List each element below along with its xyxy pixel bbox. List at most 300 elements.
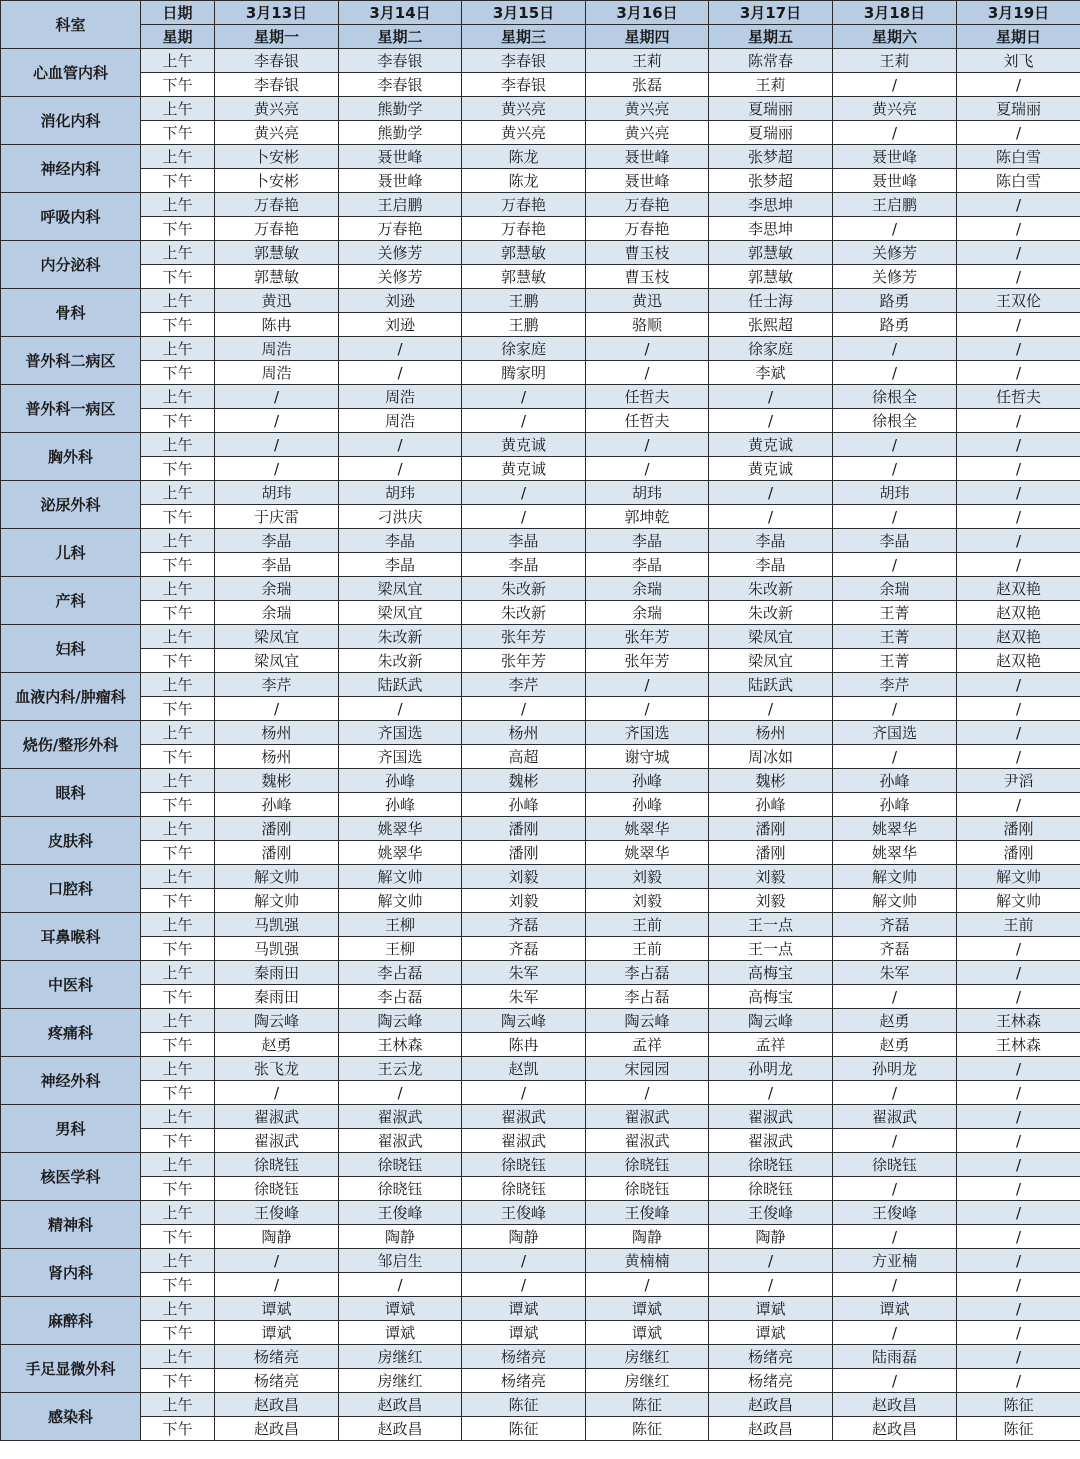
doctor-cell: 万春艳 (586, 217, 709, 241)
morning-row (1, 241, 1080, 265)
doctor-cell: 杨州 (215, 721, 339, 745)
doctor-cell: 秦雨田 (215, 961, 339, 985)
doctor-cell: / (586, 697, 709, 721)
doctor-cell: 解文帅 (833, 865, 957, 889)
doctor-cell: 周浩 (215, 361, 339, 385)
morning-row (1, 961, 1080, 985)
doctor-cell: 王启鹏 (339, 193, 462, 217)
doctor-cell: / (833, 121, 957, 145)
weekday-header: 星期日 (957, 25, 1080, 49)
period-label: 上午 (141, 1009, 215, 1033)
department-name: 男科 (1, 1105, 141, 1153)
doctor-cell: / (215, 1081, 339, 1105)
weekday-header: 星期四 (586, 25, 709, 49)
department-name: 心血管内科 (1, 49, 141, 97)
period-label: 下午 (141, 409, 215, 433)
doctor-cell: 解文帅 (957, 889, 1080, 913)
doctor-cell: / (215, 697, 339, 721)
afternoon-row (1, 1081, 1080, 1105)
afternoon-row (1, 1177, 1080, 1201)
doctor-cell: 房继红 (586, 1369, 709, 1393)
doctor-cell: 孟祥 (586, 1033, 709, 1057)
doctor-cell: 夏瑞丽 (709, 97, 833, 121)
doctor-cell: 曹玉枝 (586, 241, 709, 265)
doctor-cell: / (462, 1273, 586, 1297)
doctor-cell: / (833, 337, 957, 361)
doctor-cell: 朱改新 (339, 625, 462, 649)
doctor-cell: / (957, 265, 1080, 289)
afternoon-row (1, 553, 1080, 577)
doctor-cell: 赵双艳 (957, 601, 1080, 625)
date-header: 3月14日 (339, 1, 462, 25)
doctor-cell: / (957, 1057, 1080, 1081)
doctor-cell: 黄迅 (215, 289, 339, 313)
doctor-cell: / (215, 385, 339, 409)
doctor-cell: 魏彬 (462, 769, 586, 793)
period-label: 下午 (141, 169, 215, 193)
period-label: 上午 (141, 673, 215, 697)
doctor-cell: 房继红 (339, 1369, 462, 1393)
morning-row (1, 337, 1080, 361)
doctor-cell: 郭慧敏 (709, 241, 833, 265)
doctor-cell: 黄克诚 (709, 457, 833, 481)
doctor-cell: 王菁 (833, 649, 957, 673)
doctor-cell: 赵政昌 (339, 1417, 462, 1441)
doctor-cell: 徐根全 (833, 385, 957, 409)
morning-row (1, 289, 1080, 313)
doctor-cell: 张年芳 (462, 649, 586, 673)
doctor-cell: / (833, 1225, 957, 1249)
doctor-cell: 房继红 (586, 1345, 709, 1369)
doctor-cell: 谢守城 (586, 745, 709, 769)
morning-row (1, 769, 1080, 793)
period-label: 下午 (141, 889, 215, 913)
morning-row (1, 145, 1080, 169)
doctor-cell: / (957, 457, 1080, 481)
period-label: 下午 (141, 1273, 215, 1297)
doctor-cell: 翟淑武 (215, 1105, 339, 1129)
doctor-cell: / (957, 217, 1080, 241)
weekday-header: 星期六 (833, 25, 957, 49)
doctor-cell: 翟淑武 (586, 1105, 709, 1129)
doctor-cell: 王启鹏 (833, 193, 957, 217)
doctor-cell: / (957, 505, 1080, 529)
afternoon-row (1, 841, 1080, 865)
doctor-cell: 王柳 (339, 913, 462, 937)
period-label: 下午 (141, 841, 215, 865)
doctor-cell: 黄克诚 (709, 433, 833, 457)
doctor-cell: 张熙超 (709, 313, 833, 337)
doctor-cell: 姚翠华 (833, 841, 957, 865)
doctor-cell: 陆跃武 (709, 673, 833, 697)
doctor-cell: / (215, 433, 339, 457)
doctor-cell: / (709, 505, 833, 529)
doctor-cell: 孙明龙 (833, 1057, 957, 1081)
doctor-cell: 齐磊 (462, 913, 586, 937)
period-label: 下午 (141, 1417, 215, 1441)
department-name: 核医学科 (1, 1153, 141, 1201)
doctor-cell: 郭慧敏 (462, 265, 586, 289)
doctor-cell: 卜安彬 (215, 145, 339, 169)
period-label: 下午 (141, 553, 215, 577)
doctor-cell: / (462, 505, 586, 529)
doctor-cell: 关修芳 (833, 241, 957, 265)
doctor-cell: 王林森 (957, 1033, 1080, 1057)
doctor-cell: / (833, 985, 957, 1009)
doctor-cell: 孟祥 (709, 1033, 833, 1057)
date-header: 3月16日 (586, 1, 709, 25)
doctor-cell: / (462, 409, 586, 433)
doctor-cell: 赵政昌 (339, 1393, 462, 1417)
department-name: 眼科 (1, 769, 141, 817)
doctor-cell: 孙峰 (833, 769, 957, 793)
department-name: 皮肤科 (1, 817, 141, 865)
doctor-cell: 聂世峰 (833, 169, 957, 193)
doctor-cell: 谭斌 (339, 1321, 462, 1345)
doctor-cell: / (957, 721, 1080, 745)
doctor-cell: 张年芳 (586, 649, 709, 673)
doctor-cell: / (957, 1369, 1080, 1393)
doctor-cell: / (957, 361, 1080, 385)
period-label: 下午 (141, 457, 215, 481)
doctor-cell: / (586, 1081, 709, 1105)
period-label: 上午 (141, 145, 215, 169)
doctor-cell: / (709, 481, 833, 505)
doctor-cell: 陈白雪 (957, 169, 1080, 193)
doctor-cell: 曹玉枝 (586, 265, 709, 289)
doctor-cell: 陈龙 (462, 169, 586, 193)
doctor-cell: 潘刚 (215, 817, 339, 841)
doctor-cell: 齐磊 (833, 937, 957, 961)
doctor-cell: 马凯强 (215, 913, 339, 937)
afternoon-row (1, 697, 1080, 721)
period-label: 上午 (141, 1201, 215, 1225)
period-label: 下午 (141, 601, 215, 625)
doctor-cell: 张飞龙 (215, 1057, 339, 1081)
doctor-cell: / (339, 1081, 462, 1105)
doctor-cell: 黄兴亮 (462, 121, 586, 145)
period-label: 下午 (141, 1177, 215, 1201)
doctor-cell: 翟淑武 (339, 1105, 462, 1129)
doctor-cell: 聂世峰 (586, 169, 709, 193)
morning-row (1, 1249, 1080, 1273)
doctor-cell: 谭斌 (215, 1297, 339, 1321)
doctor-cell: 王菁 (833, 625, 957, 649)
doctor-cell: / (339, 337, 462, 361)
doctor-cell: 王柳 (339, 937, 462, 961)
doctor-cell: 姚翠华 (833, 817, 957, 841)
doctor-cell: 魏彬 (709, 769, 833, 793)
department-name: 儿科 (1, 529, 141, 577)
doctor-cell: 徐晓钰 (339, 1177, 462, 1201)
doctor-cell: 杨绪亮 (462, 1369, 586, 1393)
doctor-cell: 王林森 (957, 1009, 1080, 1033)
doctor-cell: 朱改新 (339, 649, 462, 673)
doctor-cell: / (957, 985, 1080, 1009)
department-name: 感染科 (1, 1393, 141, 1441)
department-name: 中医科 (1, 961, 141, 1009)
department-name: 疼痛科 (1, 1009, 141, 1057)
afternoon-row (1, 217, 1080, 241)
doctor-cell: 郭慧敏 (462, 241, 586, 265)
period-label: 上午 (141, 817, 215, 841)
doctor-cell: / (709, 697, 833, 721)
doctor-cell: / (709, 1249, 833, 1273)
period-label: 下午 (141, 697, 215, 721)
doctor-cell: 刘逊 (339, 313, 462, 337)
doctor-cell: 李晶 (462, 529, 586, 553)
doctor-cell: 赵凯 (462, 1057, 586, 1081)
doctor-cell: / (215, 409, 339, 433)
doctor-cell: 郭慧敏 (215, 241, 339, 265)
department-name: 手足显微外科 (1, 1345, 141, 1393)
doctor-cell: 谭斌 (462, 1321, 586, 1345)
doctor-cell: 解文帅 (215, 889, 339, 913)
doctor-cell: 赵勇 (833, 1033, 957, 1057)
doctor-cell: 刘毅 (586, 889, 709, 913)
doctor-cell: 杨州 (709, 721, 833, 745)
doctor-cell: 王俊峰 (462, 1201, 586, 1225)
morning-row (1, 49, 1080, 73)
period-label: 下午 (141, 1033, 215, 1057)
doctor-cell: 谭斌 (462, 1297, 586, 1321)
doctor-cell: 翟淑武 (833, 1105, 957, 1129)
doctor-cell: / (833, 697, 957, 721)
period-label: 上午 (141, 1057, 215, 1081)
doctor-cell: 李春银 (462, 49, 586, 73)
doctor-cell: 解文帅 (833, 889, 957, 913)
doctor-cell: 解文帅 (339, 889, 462, 913)
doctor-cell: 谭斌 (833, 1297, 957, 1321)
doctor-cell: / (586, 433, 709, 457)
doctor-cell: 翟淑武 (586, 1129, 709, 1153)
doctor-cell: / (339, 1273, 462, 1297)
doctor-cell: 聂世峰 (833, 145, 957, 169)
doctor-cell: 陈征 (462, 1393, 586, 1417)
doctor-cell: / (957, 1225, 1080, 1249)
doctor-cell: 李晶 (339, 529, 462, 553)
morning-row (1, 1297, 1080, 1321)
doctor-cell: 熊勤学 (339, 97, 462, 121)
afternoon-row (1, 169, 1080, 193)
doctor-cell: 高梅宝 (709, 961, 833, 985)
doctor-cell: 张年芳 (586, 625, 709, 649)
doctor-cell: / (586, 1273, 709, 1297)
doctor-cell: 赵双艳 (957, 577, 1080, 601)
period-label: 下午 (141, 1321, 215, 1345)
department-name: 内分泌科 (1, 241, 141, 289)
doctor-cell: 梁凤宜 (339, 601, 462, 625)
doctor-cell: / (957, 937, 1080, 961)
doctor-cell: 朱改新 (462, 577, 586, 601)
doctor-cell: 任哲夫 (586, 385, 709, 409)
weekday-label: 星期 (141, 25, 215, 49)
doctor-cell: 齐磊 (833, 913, 957, 937)
doctor-cell: 谭斌 (709, 1321, 833, 1345)
doctor-cell: 赵双艳 (957, 625, 1080, 649)
doctor-cell: 黄迅 (586, 289, 709, 313)
doctor-cell: 刘毅 (709, 889, 833, 913)
doctor-cell: 王云龙 (339, 1057, 462, 1081)
doctor-cell: / (833, 1177, 957, 1201)
table-header (1, 1, 1080, 49)
doctor-cell: 徐晓钰 (215, 1153, 339, 1177)
period-label: 下午 (141, 1369, 215, 1393)
doctor-cell: 黄兴亮 (586, 97, 709, 121)
doctor-cell: 翟淑武 (215, 1129, 339, 1153)
date-header: 3月17日 (709, 1, 833, 25)
doctor-cell: 李晶 (215, 553, 339, 577)
doctor-cell: 谭斌 (215, 1321, 339, 1345)
doctor-cell: 徐晓钰 (586, 1153, 709, 1177)
doctor-cell: 黄兴亮 (215, 97, 339, 121)
doctor-cell: 秦雨田 (215, 985, 339, 1009)
period-label: 下午 (141, 1081, 215, 1105)
doctor-cell: 姚翠华 (339, 841, 462, 865)
doctor-cell: 孙峰 (833, 793, 957, 817)
doctor-cell: / (957, 1273, 1080, 1297)
date-label: 日期 (141, 1, 215, 25)
doctor-cell: 孙峰 (586, 769, 709, 793)
doctor-cell: 郭慧敏 (215, 265, 339, 289)
department-name: 胸外科 (1, 433, 141, 481)
doctor-cell: 姚翠华 (339, 817, 462, 841)
afternoon-row (1, 1033, 1080, 1057)
doctor-cell: 刘飞 (957, 49, 1080, 73)
doctor-cell: / (957, 337, 1080, 361)
doctor-cell: 陈白雪 (957, 145, 1080, 169)
doctor-cell: 万春艳 (215, 217, 339, 241)
department-name: 血液内科/肿瘤科 (1, 673, 141, 721)
doctor-cell: / (957, 745, 1080, 769)
doctor-cell: 徐晓钰 (215, 1177, 339, 1201)
doctor-cell: 余瑞 (833, 577, 957, 601)
doctor-cell: 赵政昌 (709, 1417, 833, 1441)
doctor-cell: 谭斌 (586, 1321, 709, 1345)
afternoon-row (1, 649, 1080, 673)
doctor-cell: 王俊峰 (215, 1201, 339, 1225)
doctor-cell: 潘刚 (709, 841, 833, 865)
doctor-cell: 姚翠华 (586, 841, 709, 865)
afternoon-row (1, 745, 1080, 769)
doctor-cell: 梁凤宜 (709, 625, 833, 649)
doctor-cell: / (462, 481, 586, 505)
doctor-cell: 黄克诚 (462, 433, 586, 457)
doctor-cell: 李春银 (339, 73, 462, 97)
doctor-cell: 陶静 (709, 1225, 833, 1249)
doctor-cell: 余瑞 (215, 601, 339, 625)
period-label: 下午 (141, 73, 215, 97)
doctor-cell: 孙峰 (339, 769, 462, 793)
doctor-cell: 房继红 (339, 1345, 462, 1369)
doctor-cell: 陆跃武 (339, 673, 462, 697)
doctor-cell: 马凯强 (215, 937, 339, 961)
period-label: 下午 (141, 1225, 215, 1249)
doctor-cell: 张梦超 (709, 169, 833, 193)
period-label: 下午 (141, 265, 215, 289)
afternoon-row (1, 985, 1080, 1009)
doctor-cell: 万春艳 (586, 193, 709, 217)
doctor-cell: / (957, 409, 1080, 433)
doctor-cell: 黄兴亮 (215, 121, 339, 145)
department-name: 妇科 (1, 625, 141, 673)
doctor-cell: 谭斌 (709, 1297, 833, 1321)
department-name: 神经内科 (1, 145, 141, 193)
doctor-cell: 腾家明 (462, 361, 586, 385)
doctor-cell: / (957, 1321, 1080, 1345)
doctor-cell: 孙峰 (462, 793, 586, 817)
doctor-cell: / (957, 1249, 1080, 1273)
doctor-cell: 齐国选 (833, 721, 957, 745)
doctor-cell: 万春艳 (462, 217, 586, 241)
doctor-cell: / (957, 673, 1080, 697)
doctor-cell: / (957, 1297, 1080, 1321)
doctor-cell: / (462, 697, 586, 721)
doctor-cell: / (833, 361, 957, 385)
doctor-cell: / (709, 1273, 833, 1297)
doctor-cell: 胡玮 (215, 481, 339, 505)
doctor-cell: 万春艳 (462, 193, 586, 217)
period-label: 上午 (141, 1393, 215, 1417)
morning-row (1, 1393, 1080, 1417)
afternoon-row (1, 1321, 1080, 1345)
doctor-cell: / (215, 457, 339, 481)
doctor-cell: 朱军 (462, 985, 586, 1009)
doctor-cell: 李春银 (462, 73, 586, 97)
doctor-cell: 孙明龙 (709, 1057, 833, 1081)
doctor-cell: 齐国选 (339, 721, 462, 745)
morning-row (1, 865, 1080, 889)
period-label: 下午 (141, 121, 215, 145)
doctor-cell: 陶云峰 (709, 1009, 833, 1033)
doctor-cell: 李思坤 (709, 193, 833, 217)
doctor-cell: 杨绪亮 (215, 1345, 339, 1369)
doctor-cell: 黄克诚 (462, 457, 586, 481)
doctor-cell: 徐根全 (833, 409, 957, 433)
department-name: 口腔科 (1, 865, 141, 913)
morning-row (1, 1105, 1080, 1129)
doctor-cell: 陈征 (586, 1393, 709, 1417)
doctor-cell: 朱改新 (462, 601, 586, 625)
doctor-cell: 陶云峰 (586, 1009, 709, 1033)
department-name: 产科 (1, 577, 141, 625)
department-name: 泌尿外科 (1, 481, 141, 529)
weekday-row (1, 25, 1080, 49)
doctor-cell: 刘逊 (339, 289, 462, 313)
doctor-cell: 聂世峰 (339, 145, 462, 169)
doctor-cell: 路勇 (833, 313, 957, 337)
doctor-cell: 任哲夫 (586, 409, 709, 433)
doctor-cell: 王林森 (339, 1033, 462, 1057)
doctor-cell: 黄兴亮 (586, 121, 709, 145)
doctor-cell: 王俊峰 (339, 1201, 462, 1225)
doctor-cell: / (957, 193, 1080, 217)
doctor-cell: 孙峰 (709, 793, 833, 817)
doctor-cell: 聂世峰 (586, 145, 709, 169)
doctor-cell: 杨绪亮 (462, 1345, 586, 1369)
morning-row (1, 721, 1080, 745)
period-label: 上午 (141, 193, 215, 217)
doctor-cell: 王鹏 (462, 289, 586, 313)
period-label: 上午 (141, 769, 215, 793)
doctor-cell: 赵政昌 (709, 1393, 833, 1417)
doctor-cell: 刘毅 (462, 865, 586, 889)
doctor-cell: 李芹 (833, 673, 957, 697)
department-name: 普外科二病区 (1, 337, 141, 385)
doctor-cell: 杨绪亮 (709, 1345, 833, 1369)
doctor-cell: 翟淑武 (709, 1129, 833, 1153)
doctor-cell: / (833, 457, 957, 481)
